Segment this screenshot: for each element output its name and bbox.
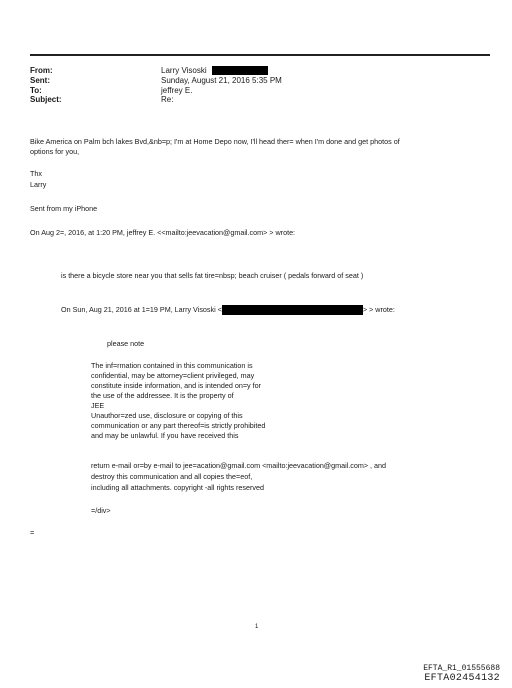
message-signature: Larry <box>30 180 47 189</box>
trailing-equals: = <box>30 528 35 537</box>
return-line: return e-mail or=by e-mail to jee=acation@gmail.com <mailto:jeevacation@gmail.com> , and <box>91 461 387 470</box>
to-row <box>30 86 282 96</box>
footer-code-1: EFTA_R1_01555688 <box>423 664 500 673</box>
disclaimer-line: confidential, may be attorney=client privileged, may <box>91 371 255 380</box>
to-value: jeffrey E. <box>161 85 193 95</box>
div-close-text: =/div> <box>91 506 111 515</box>
from-label: From: <box>30 66 53 75</box>
subject-row <box>30 95 282 105</box>
sent-row <box>30 76 282 86</box>
to-label: To: <box>30 85 42 95</box>
email-header <box>30 66 282 105</box>
quote-2-header <box>61 305 395 315</box>
sent-from-line: Sent from my iPhone <box>30 204 98 213</box>
message-line-1: Bike America on Palm bch lakes Bvd,&nb=p; I'm at Home Depo now, I'll head ther= when I'm done and get photos of <box>30 137 400 146</box>
footer-code-2: EFTA02454132 <box>424 673 500 684</box>
disclaimer-line: and may be unlawful. If you have received this <box>91 431 239 440</box>
from-value: Larry Visoski <box>161 66 207 75</box>
disclaimer-line: Unauthor=zed use, disclosure or copying of this <box>91 411 243 420</box>
sent-label: Sent: <box>30 75 50 85</box>
quote-2-header-start: On Sun, Aug 21, 2016 at 1=19 PM, Larry Visoski < <box>61 305 222 314</box>
disclaimer-line: JEE <box>91 401 105 410</box>
quote-1-header: On Aug 2=, 2016, at 1:20 PM, jeffrey E. <<mailto:jeevacation@gmail.com> > wrote: <box>30 228 296 237</box>
page-number: 1 <box>255 624 259 630</box>
disclaimer-line: communication or any part thereof=is strictly prohibited <box>91 421 266 430</box>
message-line-2: options for you, <box>30 147 80 156</box>
sent-value: Sunday, August 21, 2016 5:35 PM <box>161 75 282 85</box>
quote-1-body: is there a bicycle store near you that sells fat tire=nbsp; beach cruiser ( pedals forward of seat ) <box>61 271 364 280</box>
disclaimer-line: the use of the addressee. It is the property of <box>91 391 234 400</box>
from-row <box>30 66 282 76</box>
please-note: please note <box>107 339 145 348</box>
redaction-box <box>222 305 363 315</box>
subject-label: Subject: <box>30 95 62 105</box>
quote-2-header-end: > > wrote: <box>362 305 395 314</box>
redaction-box <box>212 66 268 75</box>
disclaimer-line: The inf=rmation contained in this communication is <box>91 361 253 370</box>
message-thx: Thx <box>30 169 42 178</box>
return-line: destroy this communication and all copies the=eof, <box>91 472 253 481</box>
return-line: including all attachments. copyright -all rights reserved <box>91 483 264 492</box>
header-rule <box>30 54 490 56</box>
subject-value: Re: <box>161 95 174 105</box>
disclaimer-line: constitute inside information, and is intended on=y for <box>91 381 262 390</box>
